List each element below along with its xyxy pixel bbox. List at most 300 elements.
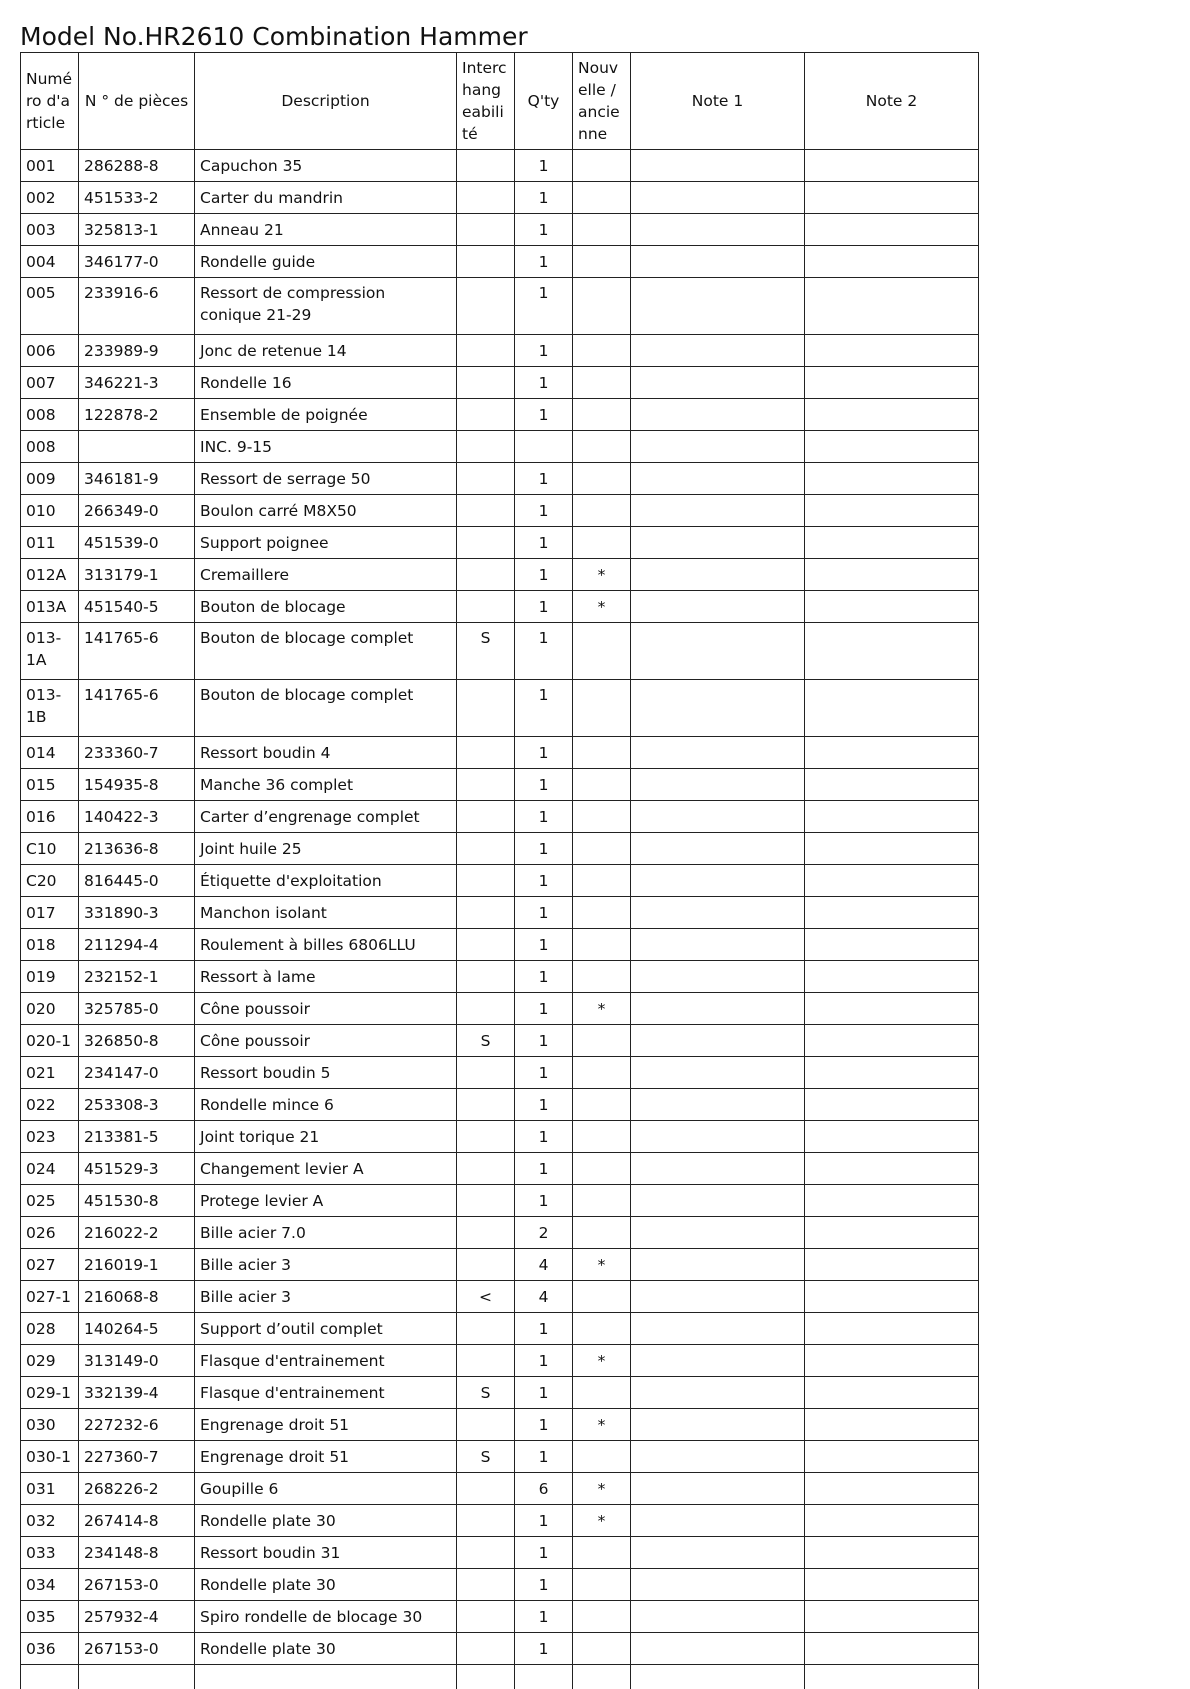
table-row — [21, 1633, 979, 1665]
note-1-cell — [631, 801, 805, 833]
new-old-cell — [573, 463, 631, 495]
note-1-cell — [631, 737, 805, 769]
part-number-cell: 332139-4 — [79, 1377, 195, 1409]
table-row — [21, 214, 979, 246]
article-number-cell: 030 — [21, 1409, 79, 1441]
empty-cell — [457, 1665, 515, 1689]
new-old-cell — [573, 335, 631, 367]
table-row — [21, 1313, 979, 1345]
note-2-cell — [805, 1409, 979, 1441]
quantity-cell: 1 — [515, 1313, 573, 1345]
interchangeability-cell — [457, 993, 515, 1025]
note-2-cell — [805, 801, 979, 833]
interchangeability-cell — [457, 591, 515, 623]
note-2-cell — [805, 1217, 979, 1249]
description-cell: Changement levier A — [195, 1153, 457, 1185]
note-2-cell — [805, 431, 979, 463]
description-cell: Rondelle mince 6 — [195, 1089, 457, 1121]
part-number-cell: 141765-6 — [79, 623, 195, 680]
interchangeability-cell — [457, 1185, 515, 1217]
note-2-cell — [805, 1057, 979, 1089]
description-cell: Manche 36 complet — [195, 769, 457, 801]
note-2-cell — [805, 993, 979, 1025]
article-number-cell: 011 — [21, 527, 79, 559]
part-number-cell: 313179-1 — [79, 559, 195, 591]
new-old-cell — [573, 367, 631, 399]
part-number-cell: 122878-2 — [79, 399, 195, 431]
interchangeability-cell — [457, 527, 515, 559]
article-number-cell: 027-1 — [21, 1281, 79, 1313]
description-cell: Spiro rondelle de blocage 30 — [195, 1601, 457, 1633]
quantity-cell: 1 — [515, 623, 573, 680]
quantity-cell: 1 — [515, 1505, 573, 1537]
note-1-cell — [631, 993, 805, 1025]
table-row — [21, 1473, 979, 1505]
interchangeability-cell: < — [457, 1281, 515, 1313]
article-number-cell: C20 — [21, 865, 79, 897]
article-number-cell: 026 — [21, 1217, 79, 1249]
article-number-cell: 008 — [21, 399, 79, 431]
description-cell: Engrenage droit 51 — [195, 1409, 457, 1441]
part-number-cell: 234147-0 — [79, 1057, 195, 1089]
interchangeability-cell — [457, 929, 515, 961]
article-number-cell: 032 — [21, 1505, 79, 1537]
description-cell: Joint torique 21 — [195, 1121, 457, 1153]
article-number-cell: C10 — [21, 833, 79, 865]
quantity-cell: 1 — [515, 897, 573, 929]
header-description: Description — [195, 53, 457, 150]
note-1-cell — [631, 1505, 805, 1537]
note-1-cell — [631, 1409, 805, 1441]
note-1-cell — [631, 680, 805, 737]
note-2-cell — [805, 335, 979, 367]
note-1-cell — [631, 1217, 805, 1249]
interchangeability-cell — [457, 246, 515, 278]
quantity-cell: 1 — [515, 1025, 573, 1057]
interchangeability-cell — [457, 801, 515, 833]
table-row — [21, 559, 979, 591]
new-old-cell — [573, 246, 631, 278]
quantity-cell: 1 — [515, 833, 573, 865]
note-2-cell — [805, 150, 979, 182]
interchangeability-cell — [457, 833, 515, 865]
part-number-cell: 451529-3 — [79, 1153, 195, 1185]
new-old-cell: * — [573, 993, 631, 1025]
part-number-cell: 216019-1 — [79, 1249, 195, 1281]
table-row — [21, 1345, 979, 1377]
interchangeability-cell — [457, 182, 515, 214]
article-number-cell: 036 — [21, 1633, 79, 1665]
interchangeability-cell — [457, 1537, 515, 1569]
note-1-cell — [631, 1281, 805, 1313]
part-number-cell: 451540-5 — [79, 591, 195, 623]
part-number-cell: 267153-0 — [79, 1569, 195, 1601]
interchangeability-cell — [457, 1601, 515, 1633]
part-number-cell: 140264-5 — [79, 1313, 195, 1345]
quantity-cell: 1 — [515, 335, 573, 367]
note-2-cell — [805, 1281, 979, 1313]
note-2-cell — [805, 1153, 979, 1185]
note-1-cell — [631, 865, 805, 897]
quantity-cell: 1 — [515, 993, 573, 1025]
part-number-cell: 267153-0 — [79, 1633, 195, 1665]
note-2-cell — [805, 1377, 979, 1409]
interchangeability-cell — [457, 1569, 515, 1601]
description-cell: Bouton de blocage complet — [195, 680, 457, 737]
note-2-cell — [805, 246, 979, 278]
empty-cell — [515, 1665, 573, 1689]
description-cell: Bille acier 7.0 — [195, 1217, 457, 1249]
table-row — [21, 737, 979, 769]
interchangeability-cell — [457, 431, 515, 463]
table-row — [21, 1089, 979, 1121]
note-1-cell — [631, 1153, 805, 1185]
quantity-cell: 1 — [515, 1345, 573, 1377]
part-number-cell: 253308-3 — [79, 1089, 195, 1121]
new-old-cell — [573, 1537, 631, 1569]
empty-cell — [21, 1665, 79, 1689]
new-old-cell — [573, 1057, 631, 1089]
part-number-cell: 227232-6 — [79, 1409, 195, 1441]
interchangeability-cell — [457, 1313, 515, 1345]
note-2-cell — [805, 1537, 979, 1569]
note-2-cell — [805, 399, 979, 431]
table-row — [21, 463, 979, 495]
note-1-cell — [631, 1569, 805, 1601]
article-number-cell: 003 — [21, 214, 79, 246]
description-cell: Capuchon 35 — [195, 150, 457, 182]
quantity-cell: 1 — [515, 591, 573, 623]
description-cell: Ressort de compression conique 21-29 — [195, 278, 457, 335]
article-number-cell: 006 — [21, 335, 79, 367]
interchangeability-cell — [457, 278, 515, 335]
new-old-cell — [573, 1153, 631, 1185]
part-number-cell: 216022-2 — [79, 1217, 195, 1249]
article-number-cell: 010 — [21, 495, 79, 527]
note-2-cell — [805, 1185, 979, 1217]
quantity-cell: 1 — [515, 1185, 573, 1217]
header-article-number: Numéro d'article — [21, 53, 79, 150]
quantity-cell: 1 — [515, 1409, 573, 1441]
description-cell: Ressort boudin 4 — [195, 737, 457, 769]
description-cell: Engrenage droit 51 — [195, 1441, 457, 1473]
description-cell: Bouton de blocage — [195, 591, 457, 623]
article-number-cell: 030-1 — [21, 1441, 79, 1473]
table-row — [21, 1153, 979, 1185]
interchangeability-cell — [457, 1345, 515, 1377]
quantity-cell — [515, 431, 573, 463]
new-old-cell — [573, 801, 631, 833]
quantity-cell: 1 — [515, 961, 573, 993]
note-2-cell — [805, 1473, 979, 1505]
part-number-cell: 346181-9 — [79, 463, 195, 495]
new-old-cell — [573, 1185, 631, 1217]
new-old-cell: * — [573, 591, 631, 623]
table-row — [21, 680, 979, 737]
new-old-cell — [573, 1377, 631, 1409]
quantity-cell: 1 — [515, 463, 573, 495]
note-2-cell — [805, 182, 979, 214]
header-part-number: N ° de pièces — [79, 53, 195, 150]
note-2-cell — [805, 1121, 979, 1153]
interchangeability-cell — [457, 1057, 515, 1089]
description-cell: Flasque d'entrainement — [195, 1377, 457, 1409]
part-number-cell: 326850-8 — [79, 1025, 195, 1057]
part-number-cell: 233916-6 — [79, 278, 195, 335]
description-cell: Goupille 6 — [195, 1473, 457, 1505]
table-row — [21, 1601, 979, 1633]
part-number-cell: 325813-1 — [79, 214, 195, 246]
note-1-cell — [631, 1441, 805, 1473]
quantity-cell: 1 — [515, 1601, 573, 1633]
note-1-cell — [631, 527, 805, 559]
note-2-cell — [805, 680, 979, 737]
quantity-cell: 1 — [515, 680, 573, 737]
new-old-cell — [573, 1313, 631, 1345]
part-number-cell — [79, 431, 195, 463]
table-row-partial — [21, 1665, 979, 1689]
article-number-cell: 009 — [21, 463, 79, 495]
quantity-cell: 1 — [515, 1153, 573, 1185]
quantity-cell: 1 — [515, 801, 573, 833]
note-1-cell — [631, 897, 805, 929]
table-row — [21, 1281, 979, 1313]
quantity-cell: 1 — [515, 182, 573, 214]
quantity-cell: 1 — [515, 1089, 573, 1121]
note-2-cell — [805, 623, 979, 680]
header-quantity: Q'ty — [515, 53, 573, 150]
new-old-cell — [573, 1633, 631, 1665]
part-number-cell: 346221-3 — [79, 367, 195, 399]
interchangeability-cell — [457, 1089, 515, 1121]
quantity-cell: 2 — [515, 1217, 573, 1249]
description-cell: Joint huile 25 — [195, 833, 457, 865]
table-row — [21, 1505, 979, 1537]
description-cell: Ressort boudin 5 — [195, 1057, 457, 1089]
table-row — [21, 1409, 979, 1441]
note-1-cell — [631, 182, 805, 214]
quantity-cell: 1 — [515, 399, 573, 431]
new-old-cell — [573, 680, 631, 737]
article-number-cell: 029-1 — [21, 1377, 79, 1409]
note-2-cell — [805, 495, 979, 527]
interchangeability-cell — [457, 150, 515, 182]
part-number-cell: 140422-3 — [79, 801, 195, 833]
new-old-cell — [573, 897, 631, 929]
table-row — [21, 1569, 979, 1601]
part-number-cell: 816445-0 — [79, 865, 195, 897]
header-note-2: Note 2 — [805, 53, 979, 150]
interchangeability-cell — [457, 495, 515, 527]
quantity-cell: 1 — [515, 214, 573, 246]
note-1-cell — [631, 591, 805, 623]
note-1-cell — [631, 1025, 805, 1057]
new-old-cell — [573, 1569, 631, 1601]
interchangeability-cell — [457, 1153, 515, 1185]
note-1-cell — [631, 961, 805, 993]
interchangeability-cell — [457, 1633, 515, 1665]
article-number-cell: 014 — [21, 737, 79, 769]
article-number-cell: 001 — [21, 150, 79, 182]
article-number-cell: 015 — [21, 769, 79, 801]
description-cell: Ensemble de poignée — [195, 399, 457, 431]
description-cell: Anneau 21 — [195, 214, 457, 246]
new-old-cell — [573, 182, 631, 214]
note-2-cell — [805, 1345, 979, 1377]
article-number-cell: 016 — [21, 801, 79, 833]
description-cell: Flasque d'entrainement — [195, 1345, 457, 1377]
note-1-cell — [631, 399, 805, 431]
note-2-cell — [805, 865, 979, 897]
part-number-cell: 227360-7 — [79, 1441, 195, 1473]
interchangeability-cell — [457, 559, 515, 591]
new-old-cell — [573, 833, 631, 865]
article-number-cell: 018 — [21, 929, 79, 961]
part-number-cell: 451539-0 — [79, 527, 195, 559]
quantity-cell: 1 — [515, 1441, 573, 1473]
article-number-cell: 023 — [21, 1121, 79, 1153]
part-number-cell: 232152-1 — [79, 961, 195, 993]
article-number-cell: 031 — [21, 1473, 79, 1505]
note-1-cell — [631, 1089, 805, 1121]
interchangeability-cell: S — [457, 623, 515, 680]
article-number-cell: 002 — [21, 182, 79, 214]
table-row — [21, 1377, 979, 1409]
note-2-cell — [805, 1601, 979, 1633]
header-row — [21, 53, 979, 150]
part-number-cell: 213381-5 — [79, 1121, 195, 1153]
new-old-cell — [573, 527, 631, 559]
quantity-cell: 1 — [515, 527, 573, 559]
table-row — [21, 1185, 979, 1217]
interchangeability-cell: S — [457, 1025, 515, 1057]
interchangeability-cell — [457, 214, 515, 246]
note-1-cell — [631, 1313, 805, 1345]
table-row — [21, 527, 979, 559]
article-number-cell: 027 — [21, 1249, 79, 1281]
quantity-cell: 4 — [515, 1281, 573, 1313]
description-cell: Carter du mandrin — [195, 182, 457, 214]
interchangeability-cell — [457, 769, 515, 801]
description-cell: Rondelle 16 — [195, 367, 457, 399]
new-old-cell — [573, 278, 631, 335]
quantity-cell: 1 — [515, 737, 573, 769]
new-old-cell — [573, 1217, 631, 1249]
new-old-cell — [573, 1025, 631, 1057]
description-cell: Rondelle guide — [195, 246, 457, 278]
note-1-cell — [631, 495, 805, 527]
quantity-cell: 1 — [515, 1121, 573, 1153]
part-number-cell: 257932-4 — [79, 1601, 195, 1633]
note-2-cell — [805, 1249, 979, 1281]
new-old-cell: * — [573, 1345, 631, 1377]
interchangeability-cell — [457, 865, 515, 897]
table-row — [21, 335, 979, 367]
note-2-cell — [805, 559, 979, 591]
table-row — [21, 1217, 979, 1249]
new-old-cell: * — [573, 1409, 631, 1441]
new-old-cell — [573, 961, 631, 993]
note-1-cell — [631, 335, 805, 367]
table-row — [21, 1121, 979, 1153]
interchangeability-cell — [457, 399, 515, 431]
note-2-cell — [805, 214, 979, 246]
table-row — [21, 431, 979, 463]
quantity-cell: 1 — [515, 769, 573, 801]
interchangeability-cell — [457, 1409, 515, 1441]
article-number-cell: 012A — [21, 559, 79, 591]
note-1-cell — [631, 1345, 805, 1377]
quantity-cell: 1 — [515, 246, 573, 278]
note-2-cell — [805, 929, 979, 961]
part-number-cell: 451533-2 — [79, 182, 195, 214]
quantity-cell: 1 — [515, 495, 573, 527]
table-row — [21, 993, 979, 1025]
table-row — [21, 399, 979, 431]
quantity-cell: 1 — [515, 1569, 573, 1601]
part-number-cell: 325785-0 — [79, 993, 195, 1025]
empty-cell — [79, 1665, 195, 1689]
interchangeability-cell — [457, 961, 515, 993]
article-number-cell: 005 — [21, 278, 79, 335]
note-2-cell — [805, 463, 979, 495]
part-number-cell: 267414-8 — [79, 1505, 195, 1537]
part-number-cell: 346177-0 — [79, 246, 195, 278]
new-old-cell — [573, 769, 631, 801]
new-old-cell — [573, 1441, 631, 1473]
article-number-cell: 017 — [21, 897, 79, 929]
table-row — [21, 495, 979, 527]
new-old-cell: * — [573, 1249, 631, 1281]
table-row — [21, 278, 979, 335]
table-row — [21, 623, 979, 680]
table-row — [21, 246, 979, 278]
description-cell: Bouton de blocage complet — [195, 623, 457, 680]
new-old-cell — [573, 150, 631, 182]
interchangeability-cell — [457, 463, 515, 495]
note-2-cell — [805, 897, 979, 929]
interchangeability-cell: S — [457, 1377, 515, 1409]
note-2-cell — [805, 527, 979, 559]
description-cell: Cône poussoir — [195, 993, 457, 1025]
part-number-cell: 313149-0 — [79, 1345, 195, 1377]
new-old-cell — [573, 929, 631, 961]
note-1-cell — [631, 623, 805, 680]
article-number-cell: 035 — [21, 1601, 79, 1633]
header-interchangeability: Interchangeabilité — [457, 53, 515, 150]
note-1-cell — [631, 367, 805, 399]
quantity-cell: 1 — [515, 1377, 573, 1409]
new-old-cell — [573, 399, 631, 431]
note-2-cell — [805, 278, 979, 335]
note-2-cell — [805, 737, 979, 769]
table-row — [21, 801, 979, 833]
article-number-cell: 020-1 — [21, 1025, 79, 1057]
note-1-cell — [631, 431, 805, 463]
table-row — [21, 929, 979, 961]
new-old-cell — [573, 1121, 631, 1153]
part-number-cell: 268226-2 — [79, 1473, 195, 1505]
note-1-cell — [631, 214, 805, 246]
article-number-cell: 024 — [21, 1153, 79, 1185]
note-1-cell — [631, 1473, 805, 1505]
note-1-cell — [631, 1121, 805, 1153]
quantity-cell: 1 — [515, 367, 573, 399]
description-cell: Boulon carré M8X50 — [195, 495, 457, 527]
parts-table — [20, 52, 979, 1689]
part-number-cell: 331890-3 — [79, 897, 195, 929]
quantity-cell: 1 — [515, 865, 573, 897]
